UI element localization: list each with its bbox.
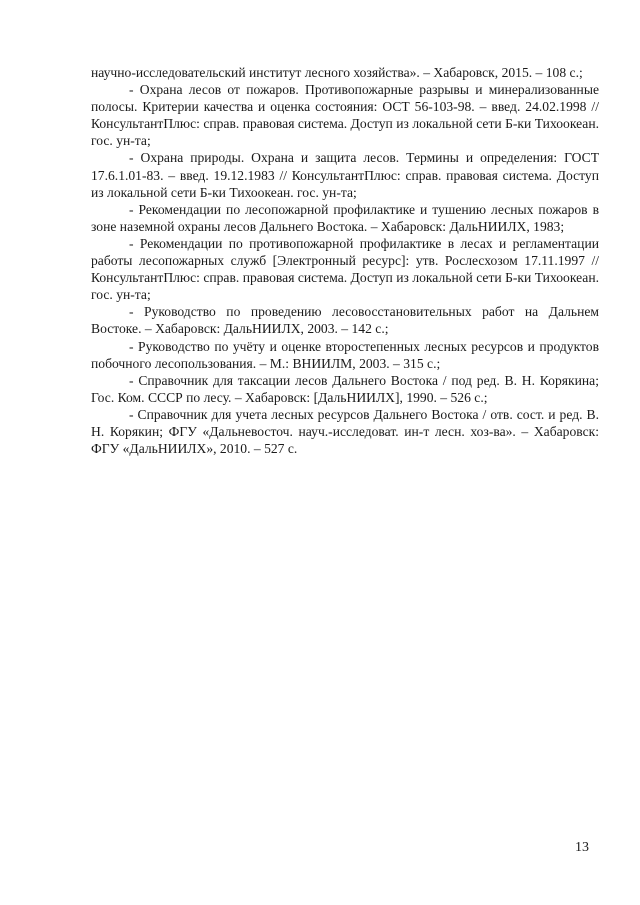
reference-item: - Рекомендации по лесопожарной профилактике и тушению лесных пожаров в зоне наземной охраны лесов Дальнего Востока. – Хабаровск: ДальНИИЛХ, 1983; [91,201,599,234]
reference-item: - Охрана лесов от пожаров. Противопожарные разрывы и минерализованные полосы. Критерии качества и оценка состояния: ОСТ 56-103-98. – введ. 24.02.1998 // КонсультантПлюс: справ. правовая система. Доступ из локальной сети Б-ки Тихоокеан. гос. ун-та; [91,82,599,149]
page-number: 13 [575,840,589,855]
reference-item: - Рекомендации по противопожарной профилактике в лесах и регламентации работы лесопожарных служб [Электронный ресурс]: утв. Рослесхозом 17.11.1997 // КонсультантПлюс: справ. правовая система. Доступ из локальной сети Б-ки Тихоокеан. гос. ун-та; [91,235,599,303]
reference-item: - Охрана природы. Охрана и защита лесов. Термины и определения: ГОСТ 17.6.1.01-83. – введ. 19.12.1983 // КонсультантПлюс: справ. правовая система. Доступ из локальной сети Б-ки Тихоокеан. гос. ун-та; [91,150,599,200]
reference-list [91,64,599,457]
reference-item: - Справочник для учета лесных ресурсов Дальнего Востока / отв. сост. и ред. В. Н. Корякин; ФГУ «Дальневосточ. науч.-исследоват. ин-т лесн. хоз-ва». – Хабаровск: ФГУ «ДальНИИЛХ», 2010. – 527 с. [91,406,599,457]
reference-item: - Руководство по проведению лесовосстановительных работ на Дальнем Востоке. – Хабаровск: ДальНИИЛХ, 2003. – 142 с.; [91,304,599,337]
reference-continuation: научно-исследовательский институт лесного хозяйства». – Хабаровск, 2015. – 108 с.; [91,65,583,80]
reference-item: - Справочник для таксации лесов Дальнего Востока / под ред. В. Н. Корякина; Гос. Ком. СССР по лесу. – Хабаровск: [ДальНИИЛХ], 1990. – 526 с.; [91,372,599,405]
reference-item: - Руководство по учёту и оценке второстепенных лесных ресурсов и продуктов побочного лесопользования. – М.: ВНИИЛМ, 2003. – 315 с.; [91,338,599,371]
